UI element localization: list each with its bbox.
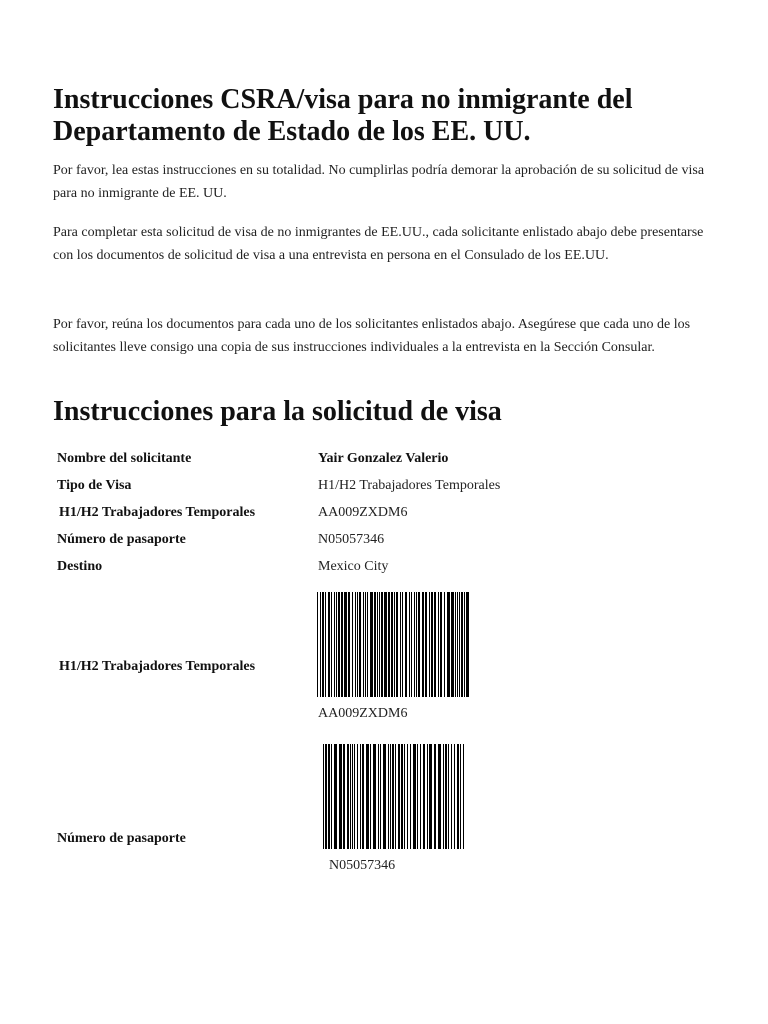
barcode-bar-19 (383, 744, 386, 849)
barcode-bar-29 (400, 592, 401, 697)
barcode-bar-15 (370, 744, 371, 849)
barcode-bar-44 (463, 744, 464, 849)
barcode-bar-28 (410, 744, 411, 849)
visa-code-label: H1/H2 Trabajadores Temporales (59, 505, 256, 520)
barcode-bar-34 (414, 592, 415, 697)
barcode-bar-18 (367, 592, 368, 697)
intro-paragraph-2: Para completar esta solicitud de visa de no inmigrantes de EE.UU., cada solicitante enlistado abajo debe presentarse con los documentos de solicitud de visa a una entrevista en persona en el Consulado de los EE.UU. (53, 225, 704, 263)
barcode-svg (315, 592, 472, 697)
passport-number-label: Número de pasaporte (57, 532, 186, 547)
applicant-name-value: Yair Gonzalez Valerio (318, 451, 449, 466)
visa-code-value: AA009ZXDM6 (318, 505, 408, 520)
barcode-bar-7 (336, 592, 337, 697)
barcode-bar-13 (362, 744, 364, 849)
barcode-bar-25 (401, 744, 403, 849)
barcode-bar-34 (429, 744, 432, 849)
barcode-bar-12 (352, 592, 353, 697)
barcode-bar-1 (325, 744, 327, 849)
barcode-bar-28 (396, 592, 398, 697)
barcode-bar-33 (427, 744, 428, 849)
barcode-visa-caption: AA009ZXDM6 (318, 706, 408, 721)
barcode-bar-47 (455, 592, 456, 697)
barcode-bar-5 (339, 744, 342, 849)
barcode-bar-20 (388, 744, 389, 849)
barcode-bar-36 (438, 744, 441, 849)
barcode-bar-43 (440, 592, 442, 697)
barcode-passport-image (321, 744, 466, 849)
visa-type-value: H1/H2 Trabajadores Temporales (318, 478, 501, 493)
applicant-name-label: Nombre del solicitante (57, 451, 192, 466)
barcode-bar-26 (404, 744, 405, 849)
barcode-bar-37 (422, 592, 424, 697)
barcode-bar-51 (464, 592, 465, 697)
barcode-bar-16 (373, 744, 376, 849)
barcode-bar-24 (398, 744, 400, 849)
barcode-bar-40 (451, 744, 452, 849)
barcode-bar-17 (378, 744, 379, 849)
barcode-bar-8 (350, 744, 351, 849)
destination-value: Mexico City (318, 559, 389, 574)
visa-type-label: Tipo de Visa (57, 478, 132, 493)
barcode-bar-24 (384, 592, 387, 697)
barcode-bar-38 (425, 592, 427, 697)
barcode-bar-44 (444, 592, 445, 697)
barcode-bar-22 (392, 744, 394, 849)
barcode-bar-10 (344, 592, 347, 697)
barcode-bar-33 (411, 592, 412, 697)
barcode-bar-45 (447, 592, 450, 697)
barcode-bar-1 (320, 592, 321, 697)
barcode-bar-8 (338, 592, 340, 697)
passport-number-value: N05057346 (318, 532, 385, 547)
barcode-passport-label: Número de pasaporte (57, 831, 186, 846)
barcode-bar-27 (407, 744, 408, 849)
barcode-bar-15 (359, 592, 361, 697)
barcode-bar-20 (374, 592, 376, 697)
barcode-svg (321, 744, 466, 849)
barcode-bar-41 (434, 592, 436, 697)
barcode-visa-image (315, 592, 472, 697)
barcode-bar-14 (357, 592, 358, 697)
barcode-bar-3 (325, 592, 326, 697)
intro-paragraph-3: Por favor, reúna los documentos para cada uno de los solicitantes enlistados abajo. Asegúrese que cada uno de los solicitantes lleve consigo una copia de sus instrucciones individuales a la entrevista en la Sección Consular. (53, 317, 691, 355)
barcode-bar-10 (354, 744, 355, 849)
barcode-bar-30 (402, 592, 403, 697)
barcode-bar-32 (409, 592, 410, 697)
barcode-bar-39 (429, 592, 430, 697)
destination-label: Destino (57, 559, 103, 574)
barcode-bar-29 (413, 744, 416, 849)
barcode-bar-13 (355, 592, 356, 697)
barcode-bar-4 (334, 744, 337, 849)
barcode-bar-17 (365, 592, 366, 697)
barcode-bar-35 (416, 592, 417, 697)
barcode-bar-50 (461, 592, 463, 697)
barcode-bar-26 (391, 592, 393, 697)
barcode-bar-52 (466, 592, 469, 697)
barcode-bar-7 (347, 744, 349, 849)
barcode-bar-23 (395, 744, 396, 849)
barcode-bar-0 (323, 744, 324, 849)
document-title: Instrucciones CSRA/visa para no inmigrante del Departamento de Estado de los EE. UU. (53, 84, 633, 147)
barcode-bar-35 (434, 744, 436, 849)
barcode-bar-19 (370, 592, 373, 697)
barcode-bar-11 (348, 592, 350, 697)
barcode-bar-2 (322, 592, 324, 697)
section-title: Instrucciones para la solicitud de visa (53, 396, 502, 427)
barcode-bar-31 (420, 744, 421, 849)
barcode-bar-12 (360, 744, 361, 849)
barcode-bar-31 (405, 592, 407, 697)
barcode-bar-23 (381, 592, 383, 697)
barcode-bar-39 (448, 744, 449, 849)
barcode-bar-38 (445, 744, 447, 849)
barcode-bar-9 (352, 744, 353, 849)
barcode-bar-41 (454, 744, 455, 849)
barcode-bar-32 (423, 744, 425, 849)
barcode-bar-48 (457, 592, 458, 697)
barcode-bar-9 (341, 592, 343, 697)
barcode-bar-3 (331, 744, 332, 849)
barcode-bar-42 (457, 744, 459, 849)
barcode-bar-42 (438, 592, 439, 697)
barcode-visa-label: H1/H2 Trabajadores Temporales (59, 659, 256, 674)
barcode-bar-18 (380, 744, 381, 849)
barcode-bar-21 (377, 592, 378, 697)
barcode-bar-4 (328, 592, 330, 697)
barcode-bar-0 (317, 592, 318, 697)
barcode-bar-36 (418, 592, 420, 697)
barcode-bar-6 (343, 744, 345, 849)
barcode-bar-14 (366, 744, 369, 849)
barcode-bar-46 (451, 592, 454, 697)
barcode-bar-11 (357, 744, 358, 849)
barcode-bar-5 (331, 592, 332, 697)
barcode-bar-25 (388, 592, 390, 697)
barcode-passport-caption: N05057346 (329, 858, 396, 873)
barcode-bar-21 (390, 744, 391, 849)
intro-paragraph-1: Por favor, lea estas instrucciones en su totalidad. No cumplirlas podría demorar la aprobación de su solicitud de visa para no inmigrante de EE. UU. (53, 163, 705, 201)
barcode-bar-40 (431, 592, 433, 697)
barcode-bar-37 (443, 744, 444, 849)
barcode-bar-2 (328, 744, 330, 849)
barcode-bar-43 (460, 744, 461, 849)
barcode-bar-16 (363, 592, 364, 697)
barcode-bar-6 (334, 592, 335, 697)
barcode-bar-27 (394, 592, 395, 697)
barcode-bar-49 (459, 592, 460, 697)
barcode-bar-30 (417, 744, 418, 849)
barcode-bar-22 (379, 592, 380, 697)
